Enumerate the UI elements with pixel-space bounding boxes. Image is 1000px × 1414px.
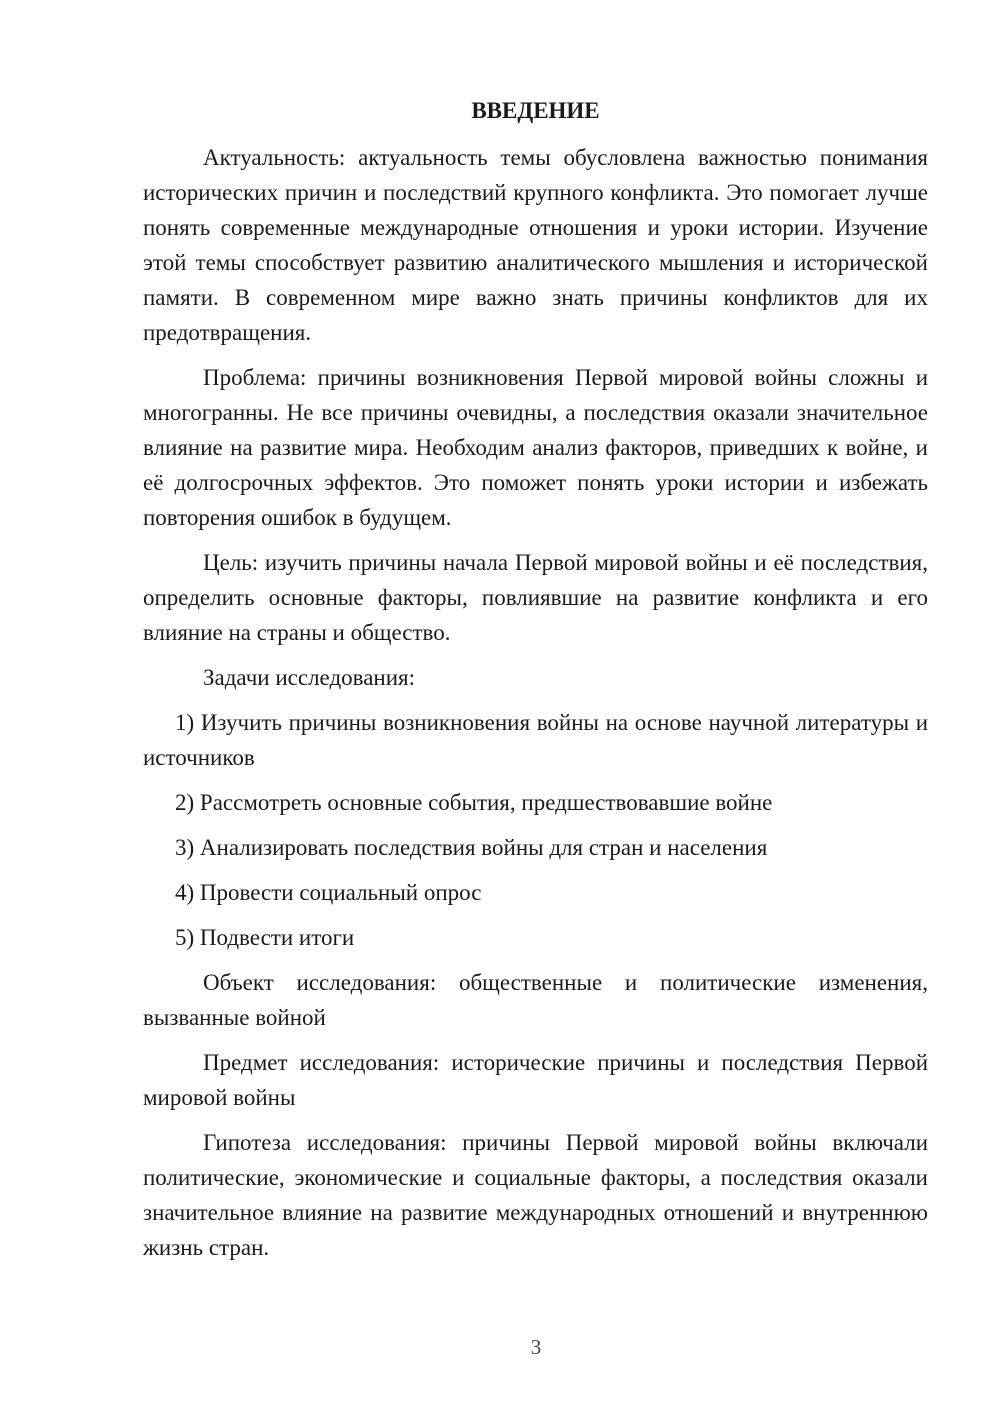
paragraph-problem: Проблема: причины возникновения Первой мировой войны сложны и многогранны. Не все причины очевидны, а последствия оказали значительное влияние на развитие мира. Необходим анализ факторов, приведших к войне, и её долгосрочных эффектов. Это поможет понять уроки истории и избежать повторения ошибок в будущем. [143, 365, 928, 530]
task-item-4: 4) Провести социальный опрос [175, 880, 482, 905]
task-item-5: 5) Подвести итоги [175, 925, 355, 950]
task-item-3: 3) Анализировать последствия войны для стран и населения [175, 835, 768, 860]
paragraph-object: Объект исследования: общественные и политические изменения, вызванные войной [143, 970, 928, 1030]
section-title: ВВЕДЕНИЕ [471, 98, 600, 123]
paragraph-goal: Цель: изучить причины начала Первой мировой войны и её последствия, определить основные факторы, повлиявшие на развитие конфликта и его влияние на страны и общество. [143, 550, 928, 645]
paragraph-relevance: Актуальность: актуальность темы обусловлена важностью понимания исторических причин и последствий крупного конфликта. Это помогает лучше понять современные международные отношения и уроки истории. Изучение этой темы способствует развитию аналитического мышления и исторической памяти. В современном мире важно знать причины конфликтов для их предотвращения. [143, 145, 928, 345]
task-item-1: 1) Изучить причины возникновения войны на основе научной литературы и источников [143, 710, 928, 770]
task-item-2: 2) Рассмотреть основные события, предшествовавшие войне [175, 790, 773, 815]
page-number: 3 [530, 1335, 542, 1359]
paragraph-subject: Предмет исследования: исторические причины и последствия Первой мировой войны [143, 1050, 928, 1110]
paragraph-hypothesis: Гипотеза исследования: причины Первой мировой войны включали политические, экономические и социальные факторы, а последствия оказали значительное влияние на развитие международных отношений и внутреннюю жизнь стран. [143, 1130, 928, 1260]
paragraph-tasks-heading: Задачи исследования: [203, 665, 416, 690]
page-content [143, 96, 928, 1275]
